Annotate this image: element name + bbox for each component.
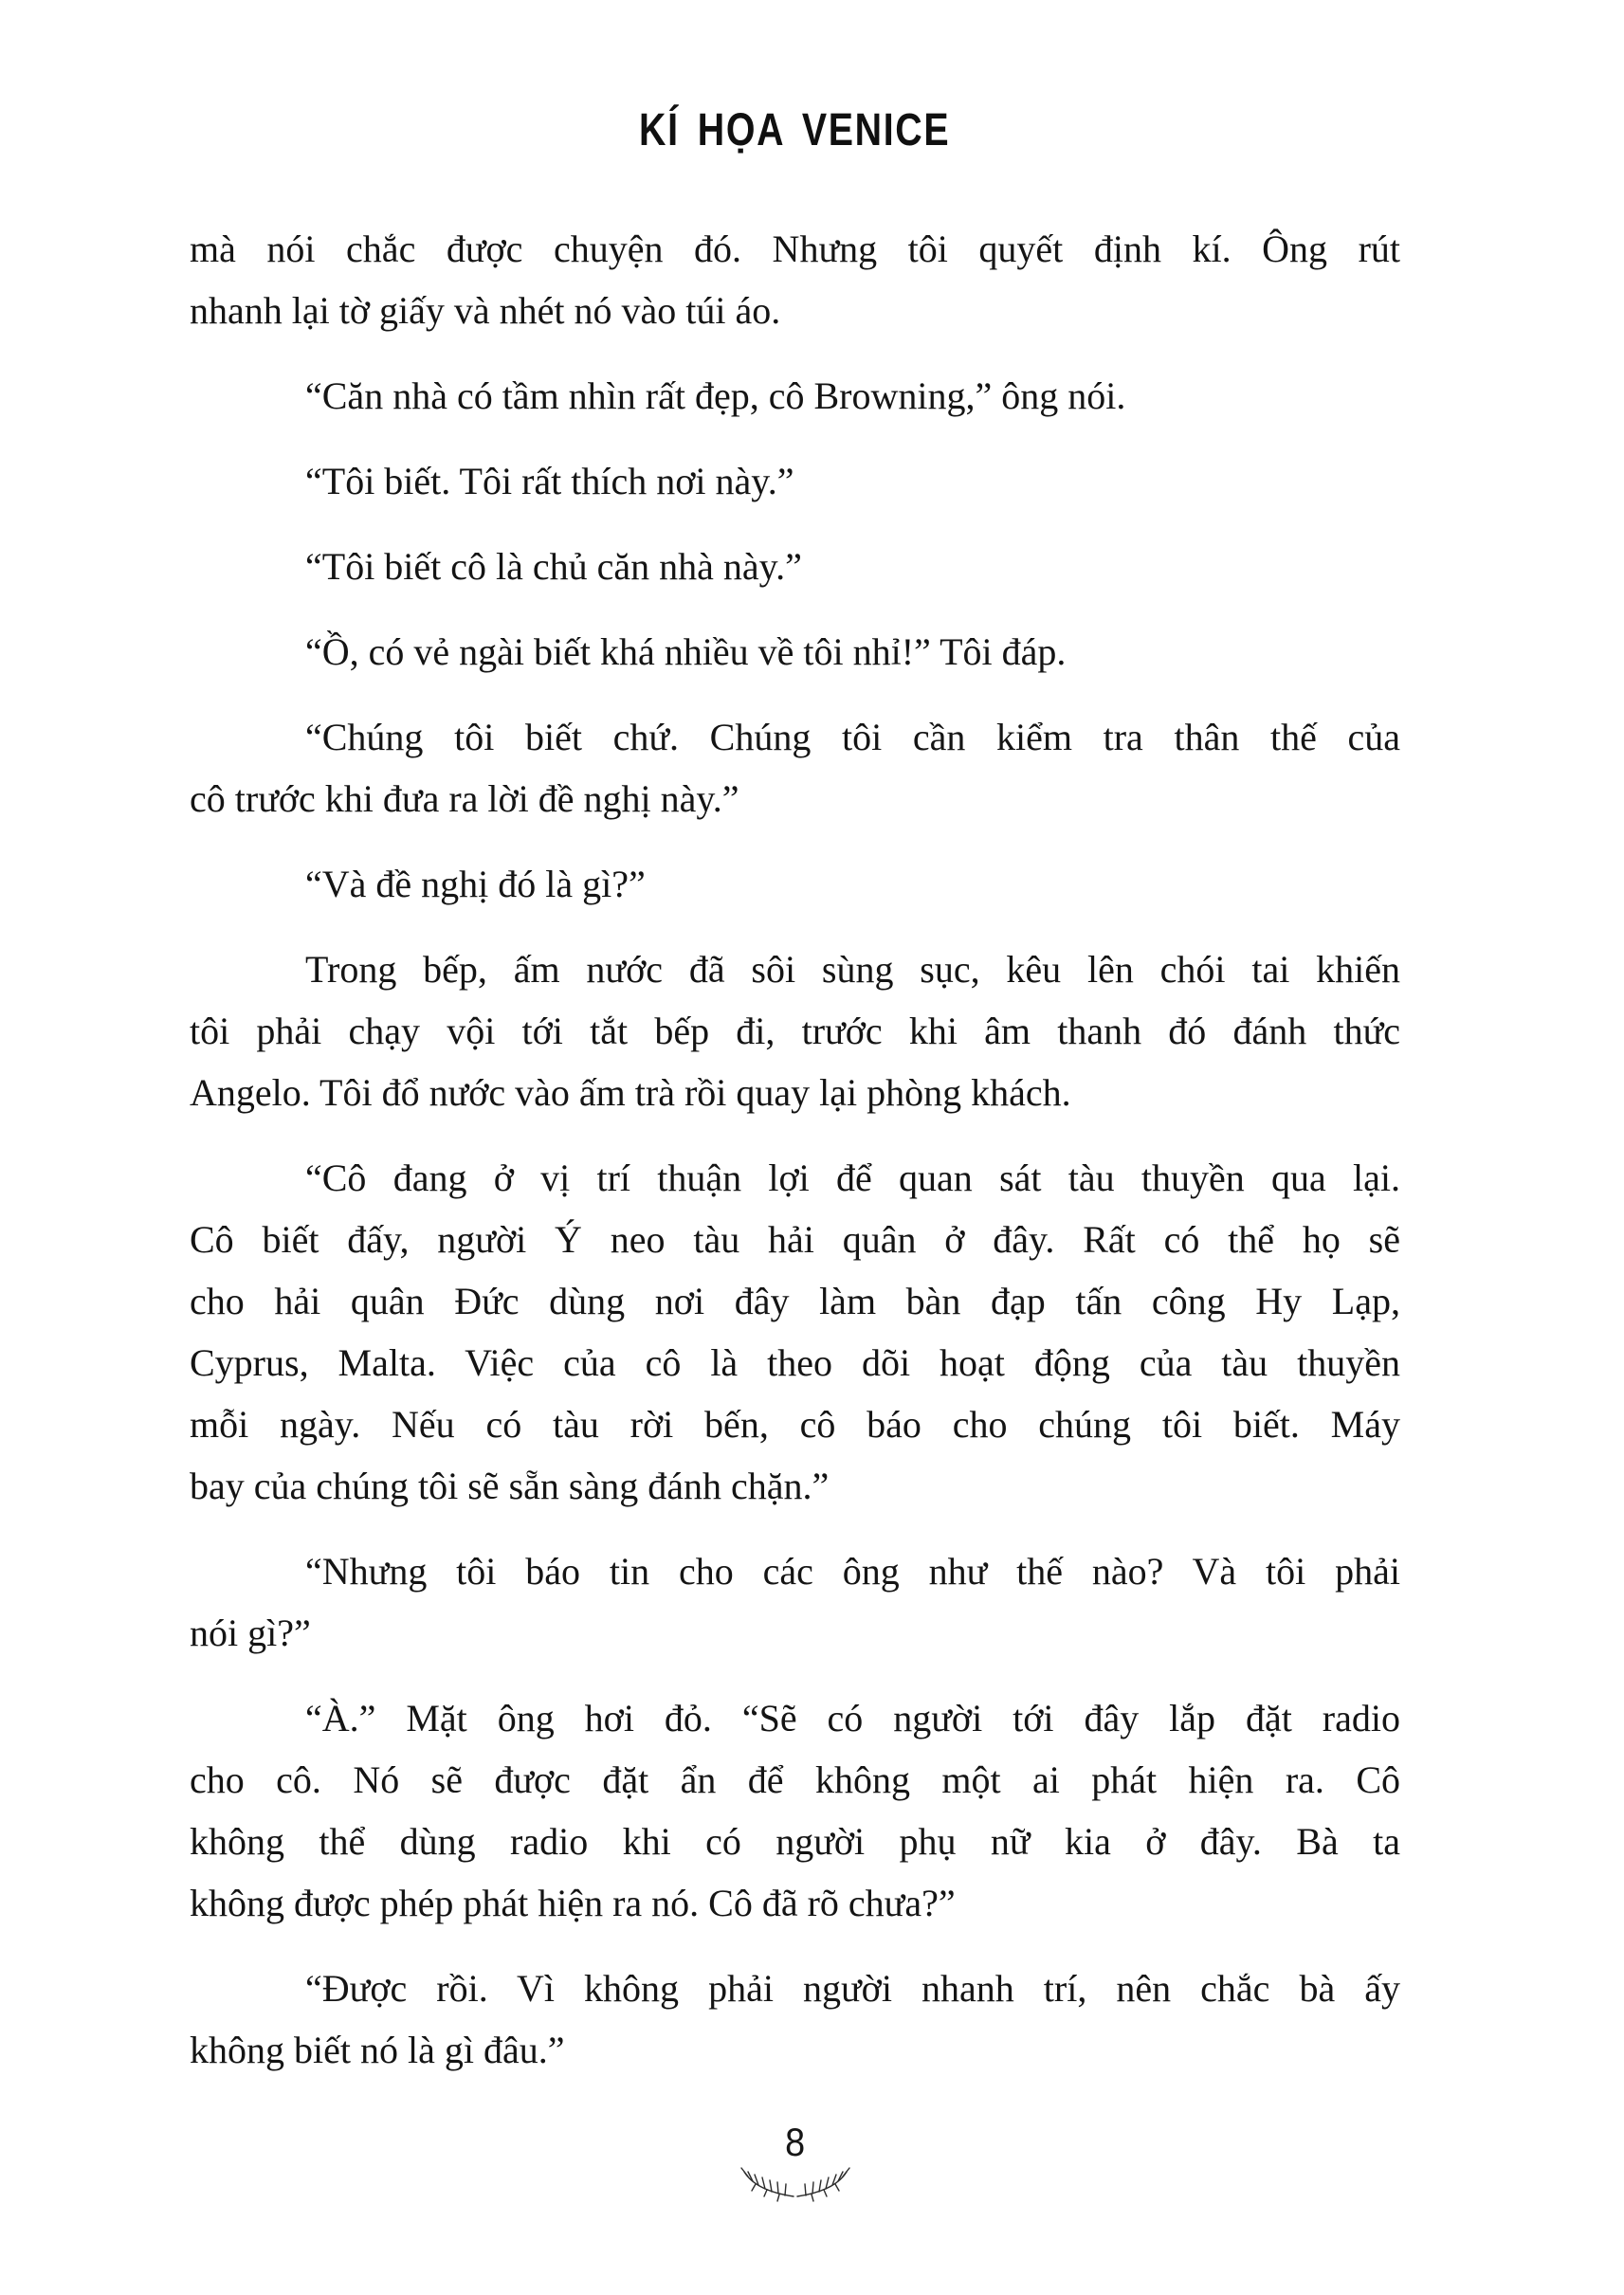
text-line: “Chúng tôi biết chứ. Chúng tôi cần kiểm tra thân thế của	[305, 716, 1400, 758]
text-line: cho hải quân Đức dùng nơi đây làm bàn đạp tấn công Hy Lạp,	[190, 1280, 1400, 1322]
text-line: “Và đề nghị đó là gì?”	[305, 863, 646, 905]
running-header	[190, 106, 1400, 155]
paragraph	[190, 218, 1400, 341]
paragraph	[190, 621, 1400, 683]
text-line: “Được rồi. Vì không phải người nhanh trí, nên chắc bà ấy	[305, 1967, 1400, 2010]
text-line: nói gì?”	[190, 1612, 311, 1654]
paragraph	[190, 1687, 1400, 1934]
laurel-branches-icon	[739, 2162, 852, 2204]
paragraph	[190, 1540, 1400, 1664]
paragraph	[190, 938, 1400, 1123]
text-line: mỗi ngày. Nếu có tàu rời bến, cô báo cho chúng tôi biết. Máy	[190, 1403, 1400, 1446]
paragraph	[190, 853, 1400, 915]
text-line: nhanh lại tờ giấy và nhét nó vào túi áo.	[190, 289, 781, 332]
paragraph	[190, 706, 1400, 829]
page-number: 8	[784, 2120, 806, 2164]
text-line: không thể dùng radio khi có người phụ nữ kia ở đây. Bà ta	[190, 1820, 1400, 1863]
text-line: “Căn nhà có tầm nhìn rất đẹp, cô Browning,” ông nói.	[305, 374, 1126, 417]
paragraph	[190, 1958, 1400, 2081]
text-line: Trong bếp, ấm nước đã sôi sùng sục, kêu lên chói tai khiến	[305, 948, 1400, 991]
text-line: không biết nó là gì đâu.”	[190, 2029, 565, 2071]
text-line: cô trước khi đưa ra lời đề nghị này.”	[190, 777, 739, 820]
text-line: “À.” Mặt ông hơi đỏ. “Sẽ có người tới đây lắp đặt radio	[305, 1697, 1400, 1739]
text-line: “Nhưng tôi báo tin cho các ông như thế nào? Và tôi phải	[305, 1550, 1400, 1593]
text-line: “Tôi biết cô là chủ căn nhà này.”	[305, 545, 802, 588]
paragraph	[190, 450, 1400, 512]
text-line: không được phép phát hiện ra nó. Cô đã rõ chưa?”	[190, 1882, 956, 1924]
text-line: Cyprus, Malta. Việc của cô là theo dõi hoạt động của tàu thuyền	[190, 1341, 1400, 1384]
running-header-title: KÍ HỌA VENICE	[639, 105, 951, 155]
body-text	[190, 218, 1400, 2081]
paragraph	[190, 365, 1400, 427]
text-column	[190, 106, 1400, 2204]
text-line: tôi phải chạy vội tới tắt bếp đi, trước khi âm thanh đó đánh thức	[190, 1010, 1400, 1052]
text-line: Cô biết đấy, người Ý neo tàu hải quân ở đây. Rất có thể họ sẽ	[190, 1218, 1400, 1261]
text-line: mà nói chắc được chuyện đó. Nhưng tôi quyết định kí. Ông rút	[190, 228, 1400, 270]
text-line: cho cô. Nó sẽ được đặt ẩn để không một ai phát hiện ra. Cô	[190, 1758, 1400, 1801]
page-footer	[190, 2121, 1400, 2204]
text-line: bay của chúng tôi sẽ sẵn sàng đánh chặn.”	[190, 1465, 830, 1507]
text-line: “Cô đang ở vị trí thuận lợi để quan sát tàu thuyền qua lại.	[305, 1157, 1400, 1199]
text-line: “Ồ, có vẻ ngài biết khá nhiều về tôi nhỉ!” Tôi đáp.	[305, 630, 1067, 673]
paragraph	[190, 536, 1400, 597]
text-line: Angelo. Tôi đổ nước vào ấm trà rồi quay lại phòng khách.	[190, 1071, 1071, 1114]
text-line: “Tôi biết. Tôi rất thích nơi này.”	[305, 460, 794, 502]
paragraph	[190, 1147, 1400, 1517]
